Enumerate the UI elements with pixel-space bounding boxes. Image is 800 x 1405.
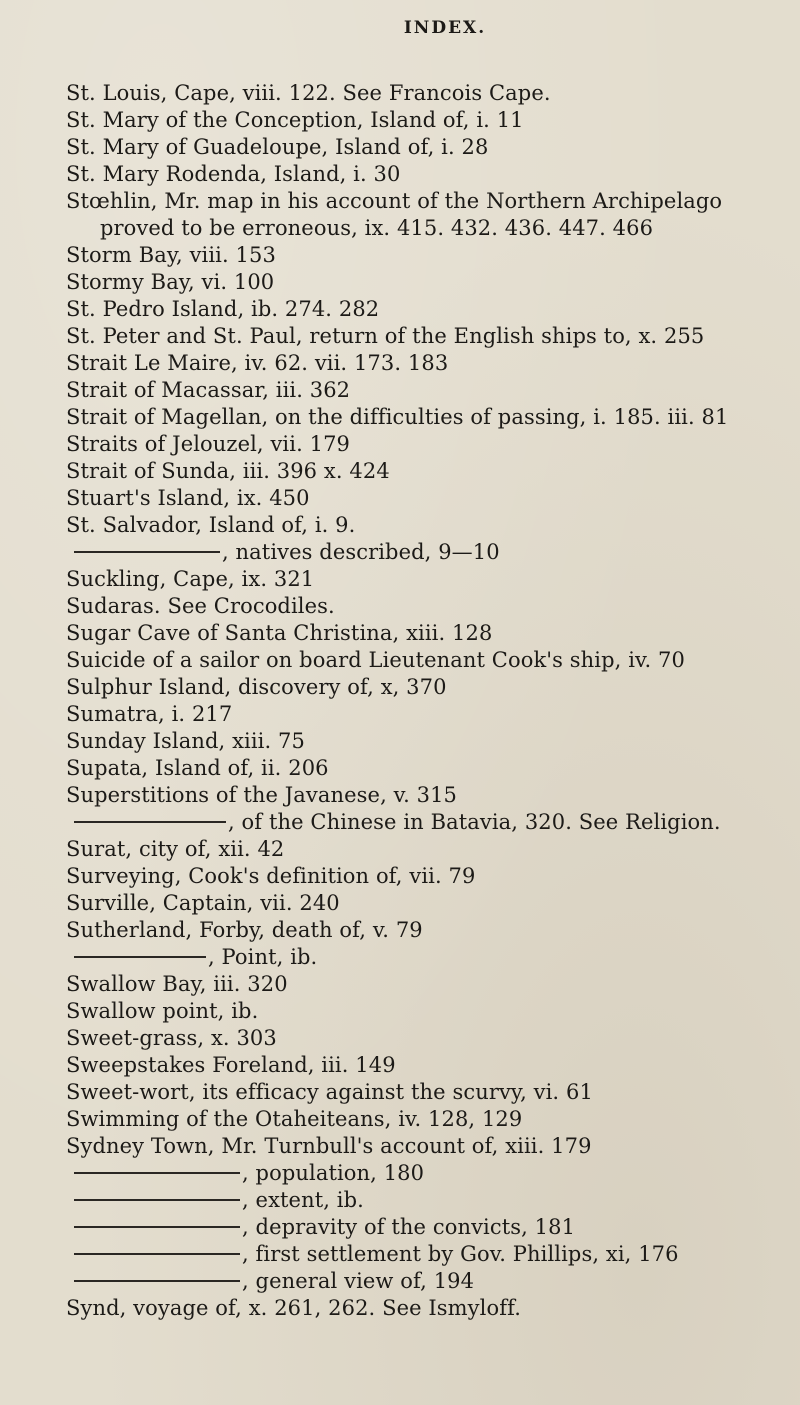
index-subentry [66, 1187, 796, 1214]
entry-text: , depravity of the convicts, 181 [242, 1215, 576, 1239]
index-entry [66, 1025, 796, 1052]
entry-text: Sulphur Island, discovery of, x, 370 [66, 675, 447, 699]
entry-text: Sweepstakes Foreland, iii. 149 [66, 1053, 396, 1077]
entry-text: St. Salvador, Island of, i. 9. [66, 513, 356, 537]
index-entry [66, 620, 796, 647]
index-entry [66, 296, 796, 323]
entry-text: , of the Chinese in Batavia, 320. See Religion. [228, 810, 721, 834]
index-entry [66, 593, 796, 620]
entry-text: , first settlement by Gov. Phillips, xi, 176 [242, 1242, 679, 1266]
entry-text: proved to be erroneous, ix. 415. 432. 436. 447. 466 [100, 216, 654, 240]
index-entry [66, 701, 796, 728]
entry-text: , general view of, 194 [242, 1269, 475, 1293]
entry-text: Suicide of a sailor on board Lieutenant Cook's ship, iv. 70 [66, 648, 685, 672]
page-header: INDEX. [403, 18, 487, 38]
index-subentry [66, 1241, 796, 1268]
entry-text: Sweet-grass, x. 303 [66, 1026, 277, 1050]
index-entry [66, 647, 796, 674]
ditto-dash [74, 1199, 240, 1201]
index-entry [66, 188, 796, 215]
entry-text: Sugar Cave of Santa Christina, xiii. 128 [66, 621, 493, 645]
index-entry [66, 377, 796, 404]
index-entry [66, 80, 796, 107]
entry-text: St. Mary of Guadeloupe, Island of, i. 28 [66, 135, 489, 159]
ditto-dash [74, 1226, 240, 1228]
entry-text: St. Pedro Island, ib. 274. 282 [66, 297, 380, 321]
index-entry [66, 863, 796, 890]
index-entry [66, 134, 796, 161]
index-entries [66, 80, 796, 1322]
index-entry [66, 485, 796, 512]
index-entry [66, 512, 796, 539]
index-entry [66, 917, 796, 944]
index-entry [66, 242, 796, 269]
index-subentry [66, 1160, 796, 1187]
entry-text: Strait of Magellan, on the difficulties of passing, i. 185. iii. 81 [66, 405, 729, 429]
index-entry [66, 161, 796, 188]
entry-text: Superstitions of the Javanese, v. 315 [66, 783, 458, 807]
entry-text: Supata, Island of, ii. 206 [66, 756, 329, 780]
entry-text: Stœhlin, Mr. map in his account of the Northern Archipelago [66, 189, 723, 213]
entry-text: Surville, Captain, vii. 240 [66, 891, 340, 915]
index-entry [66, 674, 796, 701]
index-subentry [66, 539, 796, 566]
entry-text: Swallow Bay, iii. 320 [66, 972, 288, 996]
index-entry [66, 323, 796, 350]
index-entry [66, 1052, 796, 1079]
entry-text: St. Peter and St. Paul, return of the English ships to, x. 255 [66, 324, 705, 348]
entry-text: St. Mary of the Conception, Island of, i. 11 [66, 108, 524, 132]
entry-text: Strait of Sunda, iii. 396 x. 424 [66, 459, 390, 483]
entry-text: Sweet-wort, its efficacy against the scurvy, vi. 61 [66, 1080, 593, 1104]
index-subentry [66, 944, 796, 971]
entry-text: , extent, ib. [242, 1188, 364, 1212]
entry-text: Suckling, Cape, ix. 321 [66, 567, 315, 591]
index-subentry [66, 809, 796, 836]
index-entry [66, 755, 796, 782]
entry-text: Surat, city of, xii. 42 [66, 837, 285, 861]
index-entry [66, 458, 796, 485]
entry-text: Synd, voyage of, x. 261, 262. See Ismyloff. [66, 1296, 521, 1320]
index-entry [66, 350, 796, 377]
index-entry [66, 728, 796, 755]
index-entry [66, 971, 796, 998]
index-entry [66, 890, 796, 917]
entry-text: Stuart's Island, ix. 450 [66, 486, 310, 510]
entry-text: St. Louis, Cape, viii. 122. See Francois Cape. [66, 81, 551, 105]
entry-text: Sydney Town, Mr. Turnbull's account of, xiii. 179 [66, 1134, 592, 1158]
index-subentry [66, 1214, 796, 1241]
ditto-dash [74, 1172, 240, 1174]
entry-text: Surveying, Cook's definition of, vii. 79 [66, 864, 476, 888]
entry-text: Straits of Jelouzel, vii. 179 [66, 432, 351, 456]
index-subentry [66, 1268, 796, 1295]
index-entry [66, 404, 796, 431]
entry-text: Strait of Macassar, iii. 362 [66, 378, 351, 402]
entry-text: Storm Bay, viii. 153 [66, 243, 276, 267]
index-entry [66, 998, 796, 1025]
entry-text: , Point, ib. [208, 945, 318, 969]
index-entry [66, 782, 796, 809]
entry-text: Sudaras. See Crocodiles. [66, 594, 335, 618]
index-entry [66, 107, 796, 134]
index-entry [66, 1133, 796, 1160]
entry-text: Swimming of the Otaheiteans, iv. 128, 129 [66, 1107, 523, 1131]
entry-text: Stormy Bay, vi. 100 [66, 270, 275, 294]
entry-text: Sunday Island, xiii. 75 [66, 729, 305, 753]
ditto-dash [74, 1280, 240, 1282]
index-entry [66, 269, 796, 296]
index-entry [66, 1079, 796, 1106]
index-entry [66, 566, 796, 593]
entry-text: Swallow point, ib. [66, 999, 259, 1023]
ditto-dash [74, 821, 226, 823]
entry-text: , natives described, 9—10 [222, 540, 500, 564]
entry-text: St. Mary Rodenda, Island, i. 30 [66, 162, 401, 186]
index-entry [66, 431, 796, 458]
index-entry [66, 1106, 796, 1133]
entry-text: , population, 180 [242, 1161, 425, 1185]
index-entry [66, 836, 796, 863]
ditto-dash [74, 551, 220, 553]
ditto-dash [74, 956, 206, 958]
entry-text: Sutherland, Forby, death of, v. 79 [66, 918, 423, 942]
entry-text: Strait Le Maire, iv. 62. vii. 173. 183 [66, 351, 449, 375]
ditto-dash [74, 1253, 240, 1255]
index-entry-continuation [66, 215, 796, 242]
index-entry [66, 1295, 796, 1322]
entry-text: Sumatra, i. 217 [66, 702, 233, 726]
